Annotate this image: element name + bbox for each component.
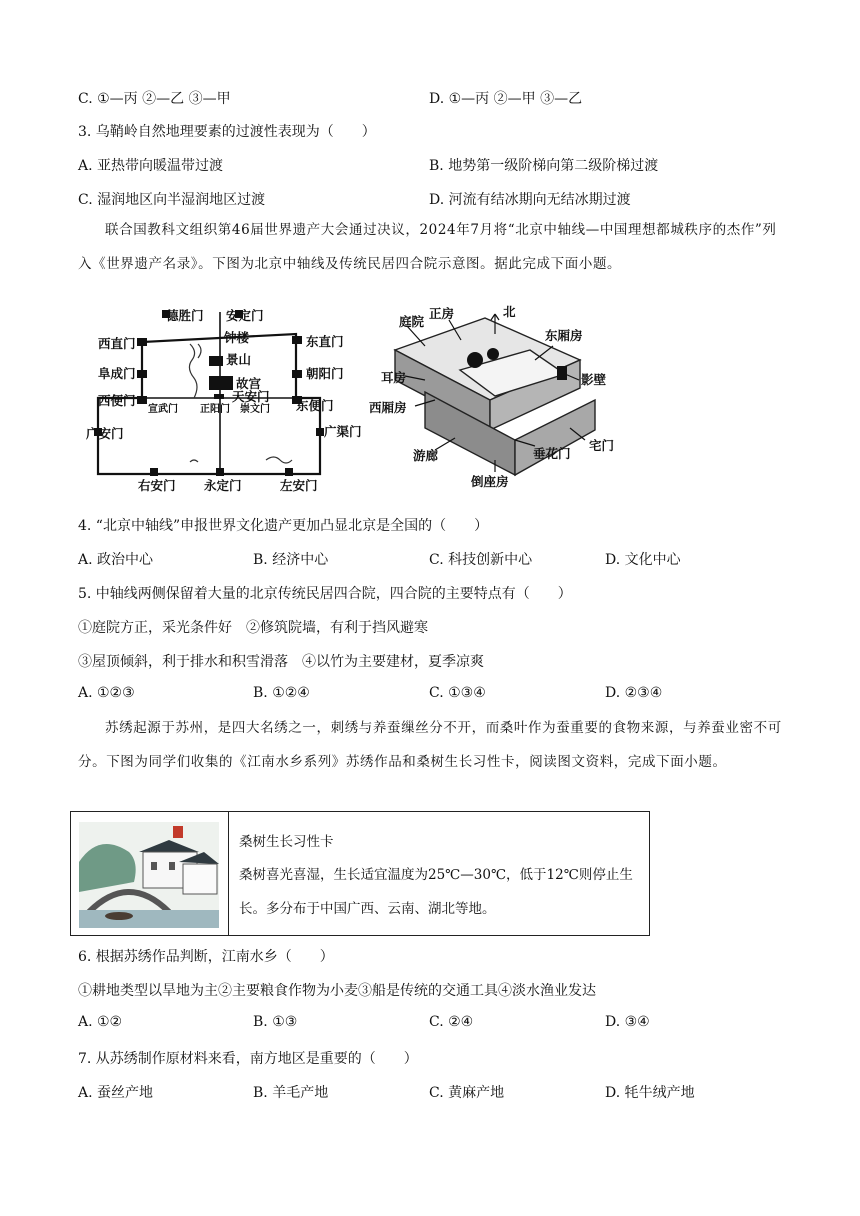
mulberry-habit-card	[70, 811, 650, 936]
label-tiananmen: 天安门	[232, 389, 270, 404]
label-chuihuamen: 垂花门	[533, 446, 571, 461]
q4-option-c: C. 科技创新中心	[429, 552, 533, 568]
label-zhengyangmen: 正阳门	[200, 404, 230, 415]
q6-option-a: A. ①②	[78, 1014, 123, 1030]
label-north: 北	[503, 304, 516, 319]
q7-stem: 7. 从苏绣制作原材料来看，南方地区是重要的（ ）	[78, 1051, 418, 1067]
q5-stem: 5. 中轴线两侧保留着大量的北京传统民居四合院，四合院的主要特点有（ ）	[78, 586, 572, 602]
q4-option-d: D. 文化中心	[605, 552, 681, 568]
q5-statements-1: ①庭院方正，采光条件好 ②修筑院墙，有利于挡风避寒	[78, 620, 428, 636]
label-zuoanmen: 左安门	[280, 478, 318, 493]
q6-option-d: D. ③④	[605, 1014, 650, 1030]
q7-option-d: D. 牦牛绒产地	[605, 1085, 695, 1101]
card-title: 桑树生长习性卡	[239, 834, 334, 850]
q5-option-b: B. ①②④	[253, 685, 310, 701]
siheyuan-diagram	[365, 300, 635, 495]
label-xuanwumen: 宣武门	[148, 404, 178, 415]
q4-option-b: B. 经济中心	[253, 552, 329, 568]
q5-option-c: C. ①③④	[429, 685, 486, 701]
label-zhonglou: 钟楼	[224, 330, 250, 345]
q4-option-a: A. 政治中心	[78, 552, 154, 568]
label-zhaimen: 宅门	[589, 438, 615, 453]
red-seal-mark	[173, 826, 183, 838]
jiangnan-embroidery-image	[79, 822, 219, 928]
card-body: 桑树喜光喜湿，生长适宜温度为25℃—30℃，低于12℃则停止生长。多分布于中国广西、云南、湖北等地。	[239, 867, 633, 917]
card-divider	[228, 812, 229, 935]
q2-option-d: D. ①—丙 ②—甲 ③—乙	[429, 91, 583, 107]
label-yingbi: 影壁	[581, 372, 607, 387]
label-dongzhimen: 东直门	[306, 334, 344, 349]
q6-option-b: B. ①③	[253, 1014, 298, 1030]
q6-option-c: C. ②④	[429, 1014, 474, 1030]
q7-option-b: B. 羊毛产地	[253, 1085, 329, 1101]
q5-option-d: D. ②③④	[605, 685, 663, 701]
label-deshengmen: 德胜门	[166, 308, 204, 323]
label-chaoyangmen: 朝阳门	[306, 366, 344, 381]
q6-statements: ①耕地类型以旱地为主②主要粮食作物为小麦③船是传统的交通工具④淡水渔业发达	[78, 983, 596, 999]
q2-option-c: C. ①—丙 ②—乙 ③—甲	[78, 91, 231, 107]
q7-option-c: C. 黄麻产地	[429, 1085, 505, 1101]
q3-option-b: B. 地势第一级阶梯向第二级阶梯过渡	[429, 158, 659, 174]
label-dongxiangfang: 东厢房	[545, 328, 583, 343]
q5-statements-2: ③屋顶倾斜，利于排水和积雪滑落 ④以竹为主要建材，夏季凉爽	[78, 654, 484, 670]
label-andingmen: 安定门	[226, 308, 264, 323]
label-tingyuan: 庭院	[399, 314, 425, 329]
gugong-mark	[209, 376, 233, 390]
label-fuchengmen: 阜成门	[98, 366, 136, 381]
label-gugong: 故宫	[236, 376, 262, 391]
q3-option-c: C. 湿润地区向半湿润地区过渡	[78, 192, 266, 208]
label-zhengfang: 正房	[429, 306, 455, 321]
passage-suzhou-embroidery: 苏绣起源于苏州，是四大名绣之一，刺绣与养蚕缫丝分不开，而桑叶作为蚕重要的食物来源，与养蚕业密不可分。下图为同学们收集的《江南水乡系列》苏绣作品和桑树生长习性卡，阅读图文资料，完成下面小题。	[78, 720, 782, 770]
q7-option-a: A. 蚕丝产地	[78, 1085, 154, 1101]
jingshan-mark	[209, 356, 223, 366]
beijing-axis-map	[80, 300, 362, 495]
label-jingshan: 景山	[226, 352, 252, 367]
q6-stem: 6. 根据苏绣作品判断，江南水乡（ ）	[78, 949, 334, 965]
label-dongbianmen: 东便门	[296, 398, 334, 413]
label-xibianmen: 西便门	[98, 393, 136, 408]
q4-stem: 4. “北京中轴线”申报世界文化遗产更加凸显北京是全国的（ ）	[78, 518, 489, 534]
label-yongdingmen: 永定门	[204, 478, 242, 493]
q3-stem: 3. 乌鞘岭自然地理要素的过渡性表现为（ ）	[78, 124, 376, 140]
q3-option-d: D. 河流有结冰期向无结冰期过渡	[429, 192, 631, 208]
label-youanmen: 右安门	[138, 478, 176, 493]
q3-option-a: A. 亚热带向暖温带过渡	[78, 158, 224, 174]
q5-option-a: A. ①②③	[78, 685, 135, 701]
tree-icon	[467, 352, 483, 368]
label-chongwenmen: 崇文门	[240, 404, 270, 415]
passage-beijing-axis: 联合国教科文组织第46届世界遗产大会通过决议，2024年7月将“北京中轴线—中国理想都城秩序的杰作”列入《世界遗产名录》。下图为北京中轴线及传统民居四合院示意图。据此完成下面小题。	[78, 222, 777, 272]
label-guanganmen: 广安门	[86, 426, 124, 441]
label-xixiangfang: 西厢房	[369, 400, 407, 415]
label-xizhimen: 西直门	[98, 336, 136, 351]
label-youlang: 游廊	[413, 448, 439, 463]
label-guangqumen: 广渠门	[324, 424, 362, 439]
label-ermfang: 耳房	[381, 370, 407, 385]
label-daozuofang: 倒座房	[471, 474, 509, 489]
screen-wall-icon	[557, 366, 567, 380]
